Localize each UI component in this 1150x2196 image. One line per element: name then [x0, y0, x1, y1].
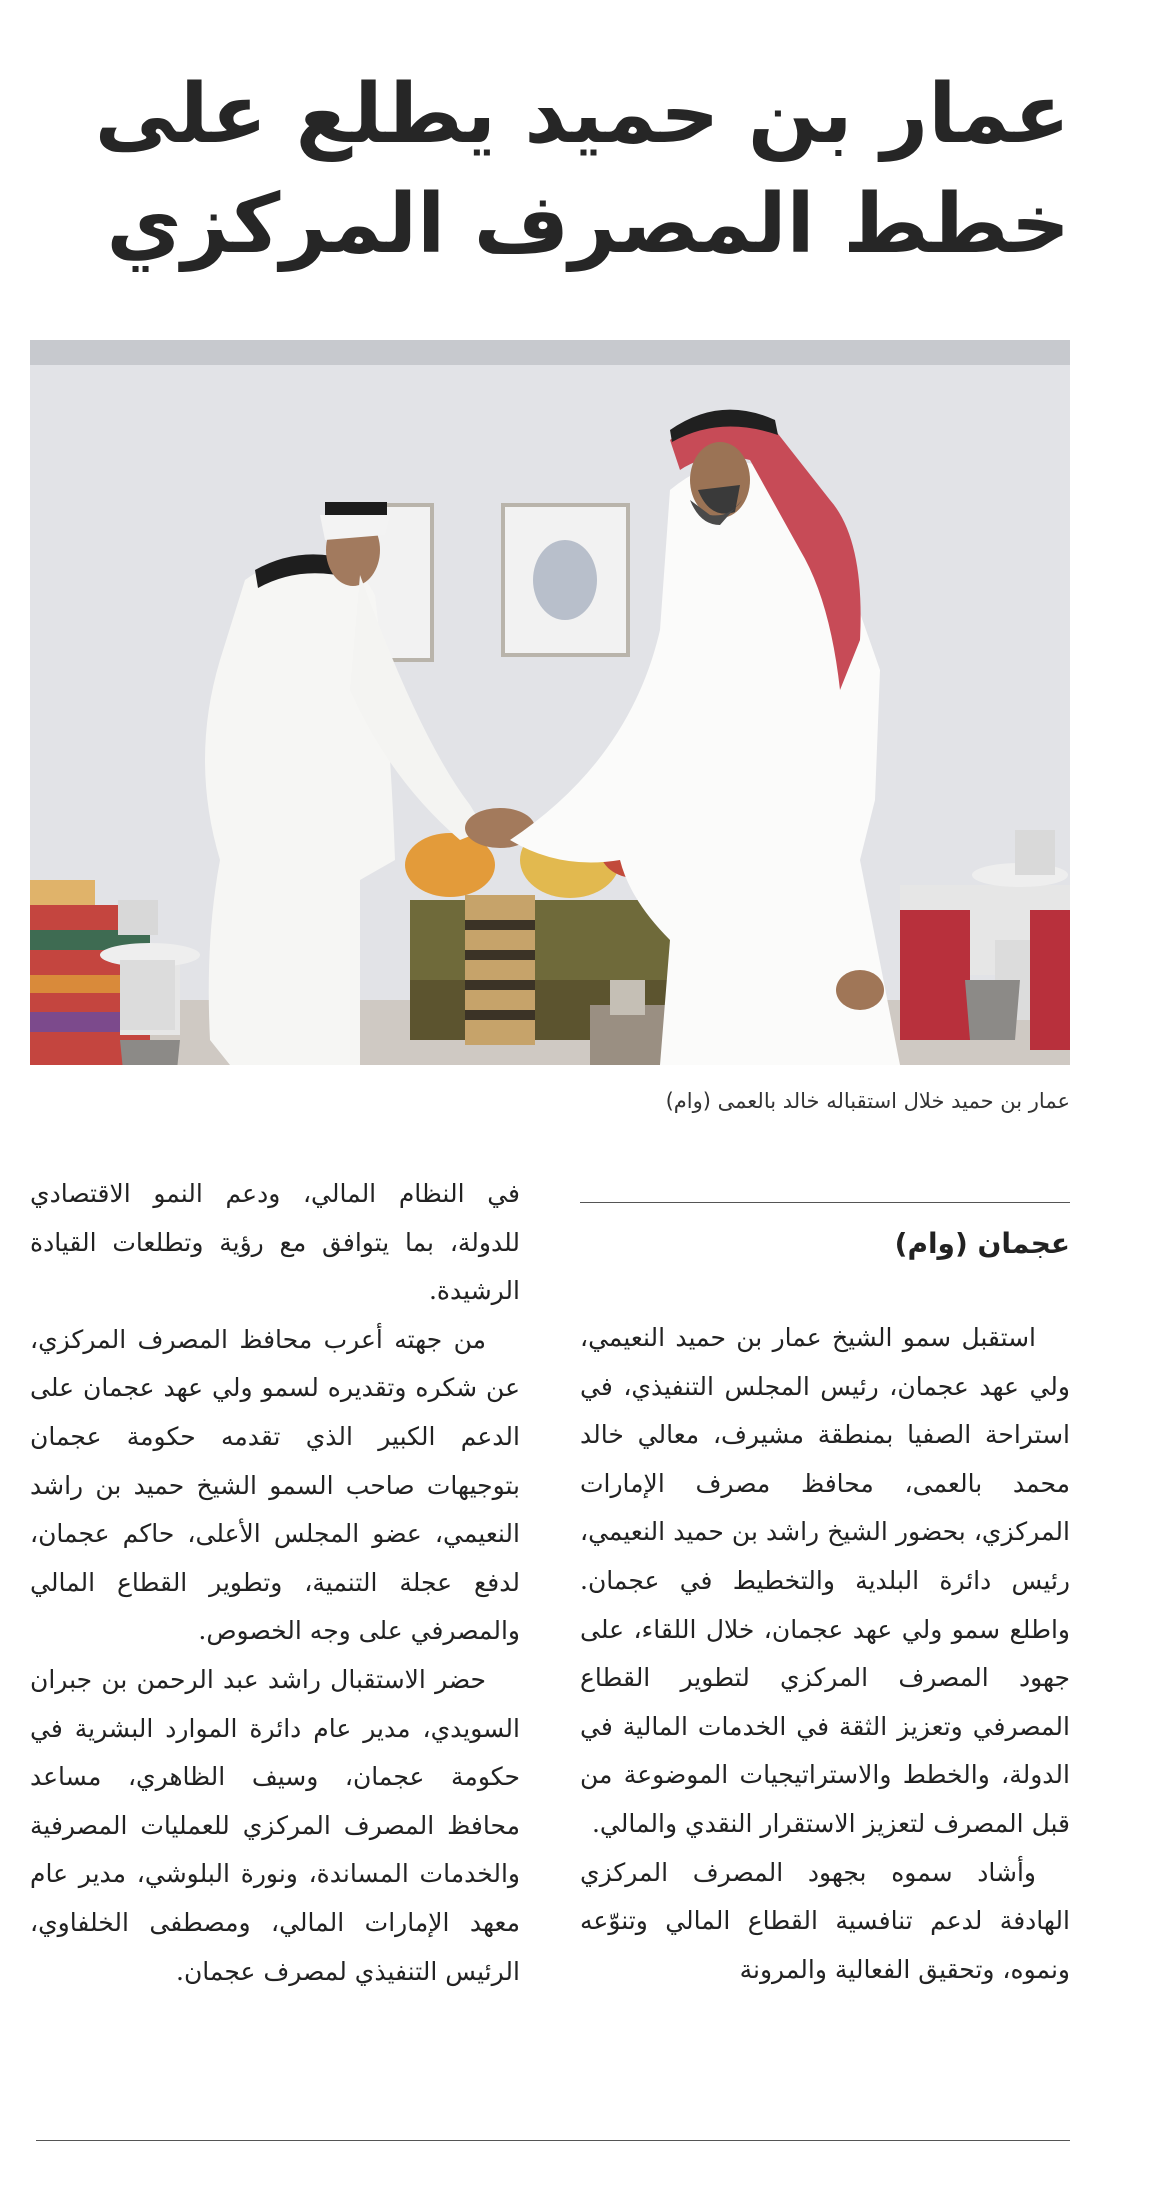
article-headline: عمار بن حميد يطلع على خطط المصرف المركزي: [94, 67, 1070, 272]
article-photo: [30, 340, 1070, 1065]
article-column-left: [30, 1170, 520, 1996]
article-paragraph: من جهته أعرب محافظ المصرف المركزي، عن شكره وتقديره لسمو ولي عهد عجمان على الدعم الكبير الذي تقدمه حكومة عجمان بتوجيهات صاحب السمو الشيخ حميد بن راشد النعيمي، عضو المجلس الأعلى، حاكم عجمان، لدفع عجلة التنمية، وتطوير القطاع المالي والمصرفي على وجه الخصوص.: [30, 1324, 520, 1646]
article-paragraph: في النظام المالي، ودعم النمو الاقتصادي للدولة، بما يتوافق مع رؤية وتطلعات القيادة الرشيدة.: [30, 1179, 520, 1306]
article-paragraph: حضر الاستقبال راشد عبد الرحمن بن جبران السويدي، مدير عام دائرة الموارد البشرية في حكومة عجمان، وسيف الظاهري، مساعد محافظ المصرف المركزي للعمليات المصرفية والخدمات المساندة، ونورة البلوشي، مدير عام معهد الإمارات المالي، ومصطفى الخلفاوي، الرئيس التنفيذي لمصرف عجمان.: [30, 1664, 520, 1986]
dateline-rule: [580, 1202, 1070, 1203]
article-dateline: عجمان (وام): [894, 1227, 1070, 1260]
article-paragraph: وأشاد سموه بجهود المصرف المركزي الهادفة لدعم تنافسية القطاع المالي وتنوّعه ونموه، وتحقيق الفعالية والمرونة: [580, 1857, 1070, 1984]
article-column-right: [580, 1314, 1070, 1994]
photo-illustration: [30, 340, 1070, 1065]
photo-caption: عمار بن حميد خلال استقباله خالد بالعمى (وام): [665, 1089, 1070, 1113]
bottom-rule: [36, 2140, 1070, 2141]
article-paragraph: استقبل سمو الشيخ عمار بن حميد النعيمي، ولي عهد عجمان، رئيس المجلس التنفيذي، في استراحة الصفيا بمنطقة مشيرف، معالي خالد محمد بالعمى، محافظ مصرف الإمارات المركزي، بحضور الشيخ راشد بن حميد النعيمي، رئيس دائرة البلدية والتخطيط في عجمان. واطلع سمو ولي عهد عجمان، خلال اللقاء، على جهود المصرف المركزي لتطوير القطاع المصرفي وتعزيز الثقة في الخدمات المالية في الدولة، والخطط والاستراتيجيات الموضوعة من قبل المصرف لتعزيز الاستقرار النقدي والمالي.: [580, 1323, 1070, 1838]
